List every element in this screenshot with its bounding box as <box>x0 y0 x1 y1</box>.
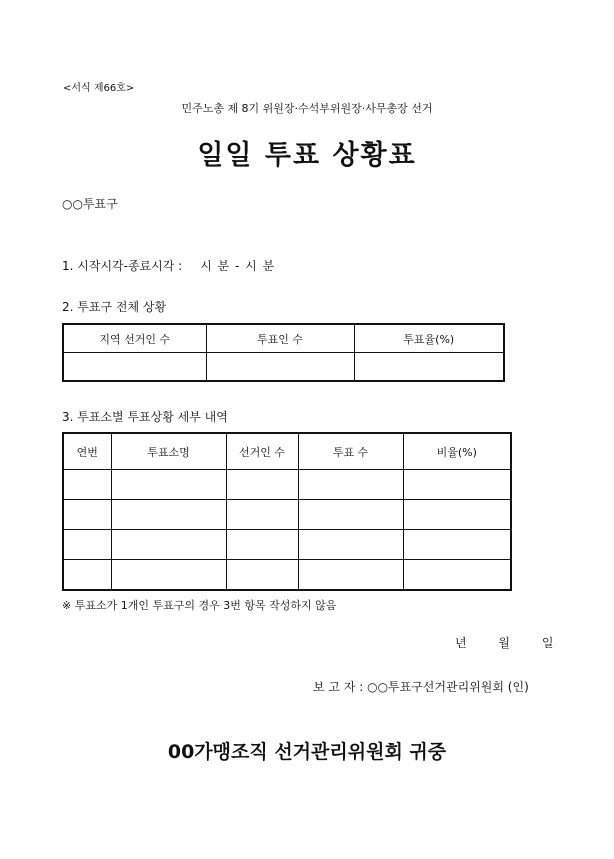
district-name: ○○투표구 <box>62 197 118 211</box>
seal-mark: (인) <box>507 680 529 694</box>
addressee: 00가맹조직 선거관리위원회 귀중 <box>167 741 447 763</box>
section-time-label: 1. 시작시각-종료시각 : <box>62 259 183 273</box>
header-ratio: 비율(%) <box>403 433 511 470</box>
table-row <box>63 470 511 500</box>
table-row <box>63 500 511 530</box>
page-title: 일일 투표 상황표 <box>197 140 417 171</box>
section-time-value: 시 분 - 시 분 <box>200 259 276 273</box>
header-turnout: 투표율(%) <box>354 324 504 353</box>
form-number: <서식 제66호> <box>63 83 135 94</box>
date-line: 년 월 일 <box>455 636 554 650</box>
reporter-line <box>313 678 529 695</box>
table-row <box>63 560 511 591</box>
cell-registered-voters[interactable] <box>63 353 206 382</box>
footnote: ※ 투표소가 1개인 투표구의 경우 3번 항목 작성하지 않음 <box>62 599 337 612</box>
section-detail-label: 3. 투표소별 투표상황 세부 내역 <box>62 410 228 424</box>
header-electors: 선거인 수 <box>226 433 298 470</box>
header-polling-station: 투표소명 <box>111 433 226 470</box>
overall-status-table <box>62 323 505 382</box>
section-time <box>62 257 275 274</box>
header-registered-voters: 지역 선거인 수 <box>63 324 206 353</box>
reporter-label: 보 고 자 : <box>313 680 364 694</box>
section-overall-label: 2. 투표구 전체 상황 <box>62 300 167 314</box>
header-voters: 투표인 수 <box>206 324 354 353</box>
header-votes: 투표 수 <box>298 433 403 470</box>
table-row <box>63 530 511 560</box>
reporter-value: ○○투표구선거관리위원회 <box>367 680 504 694</box>
detail-status-table <box>62 432 512 591</box>
election-subtitle: 민주노총 제 8기 위원장·수석부위원장·사무총장 선거 <box>181 102 433 115</box>
header-serial: 연번 <box>63 433 111 470</box>
cell-voters[interactable] <box>206 353 354 382</box>
cell-turnout[interactable] <box>354 353 504 382</box>
